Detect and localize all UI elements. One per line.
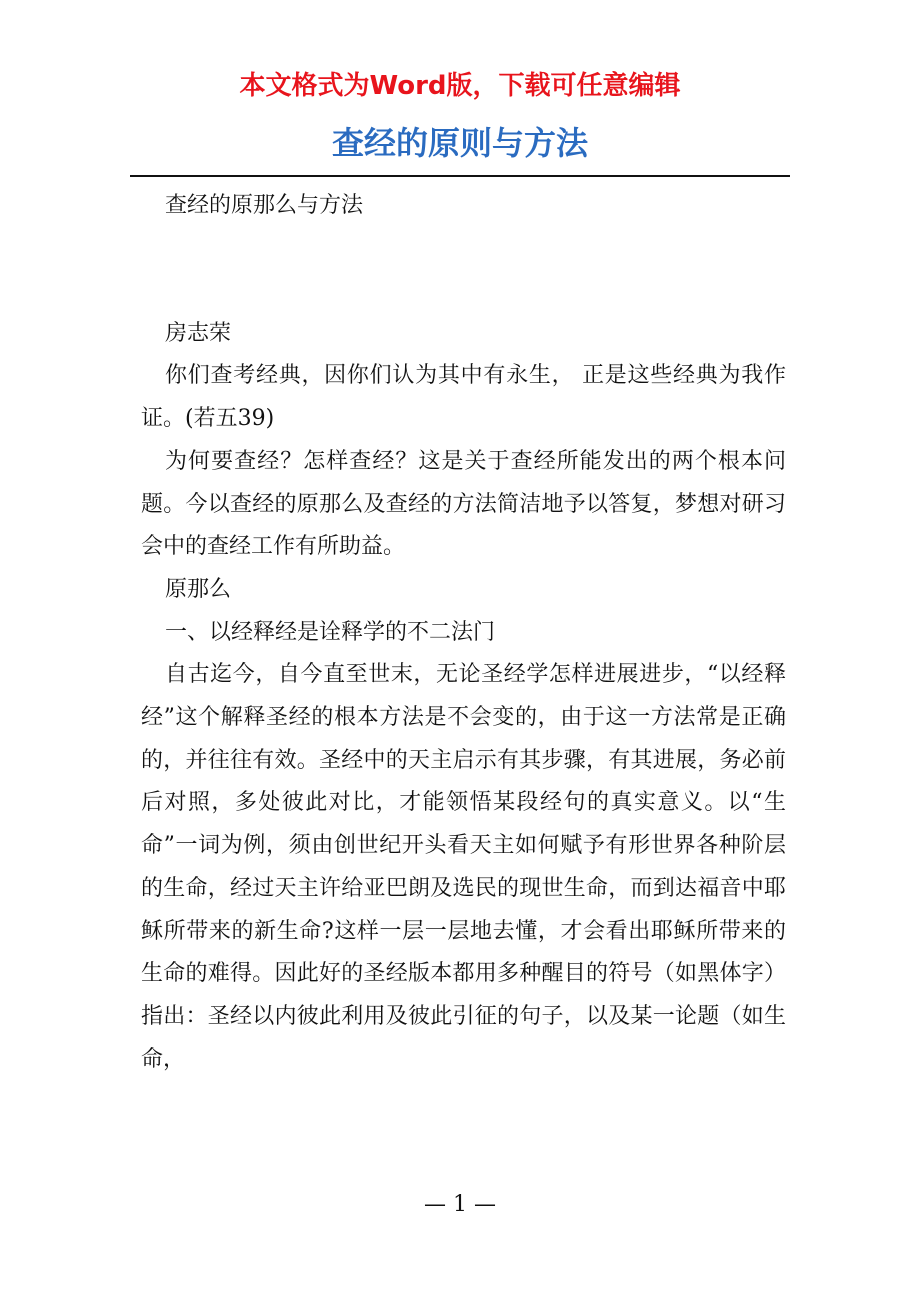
document-body — [141, 185, 786, 1081]
epigraph-paragraph: 你们查考经典，因你们认为其中有永生， 正是这些经典为我作证。(若五39) — [141, 363, 786, 432]
body-paragraph: 自古迄今，自今直至世末，无论圣经学怎样进展进步，“以经释经”这个解释圣经的根本方法是不会变的，由于这一方法常是正确的，并往往有效。圣经中的天主启示有其步骤，有其进展，务必前后对照，多处彼此对比，才能领悟某段经句的真实意义。以“生命”一词为例，须由创世纪开头看天主如何赋予有形世界各种阶层的生命，经过天主许给亚巴朗及选民的现世生命，而到达福音中耶稣所带来的新生命?这样一层一层地去懂，才会看出耶稣所带来的生命的难得。因此好的圣经版本都用多种醒目的符号（如黑体字）指出：圣经以内彼此利用及彼此引征的句子，以及某一论题（如生命， — [141, 662, 786, 1072]
format-notice: 本文格式为Word版，下载可任意编辑 — [239, 71, 681, 101]
intro-paragraph: 为何要查经？怎样查经？这是关于查经所能发出的两个根本问题。今以查经的原那么及查经的方法简洁地予以答复，梦想对研习会中的查经工作有所助益。 — [141, 448, 786, 560]
subsection-heading: 一、以经释经是诠释学的不二法门 — [165, 619, 496, 645]
document-title: 查经的原则与方法 — [331, 124, 588, 162]
header-divider — [130, 175, 790, 177]
page-number: — 1 — — [424, 1192, 496, 1217]
author-paragraph: 房志荣 — [165, 320, 232, 346]
subtitle-paragraph: 查经的原那么与方法 — [165, 193, 364, 218]
section-heading: 原那么 — [165, 576, 232, 602]
